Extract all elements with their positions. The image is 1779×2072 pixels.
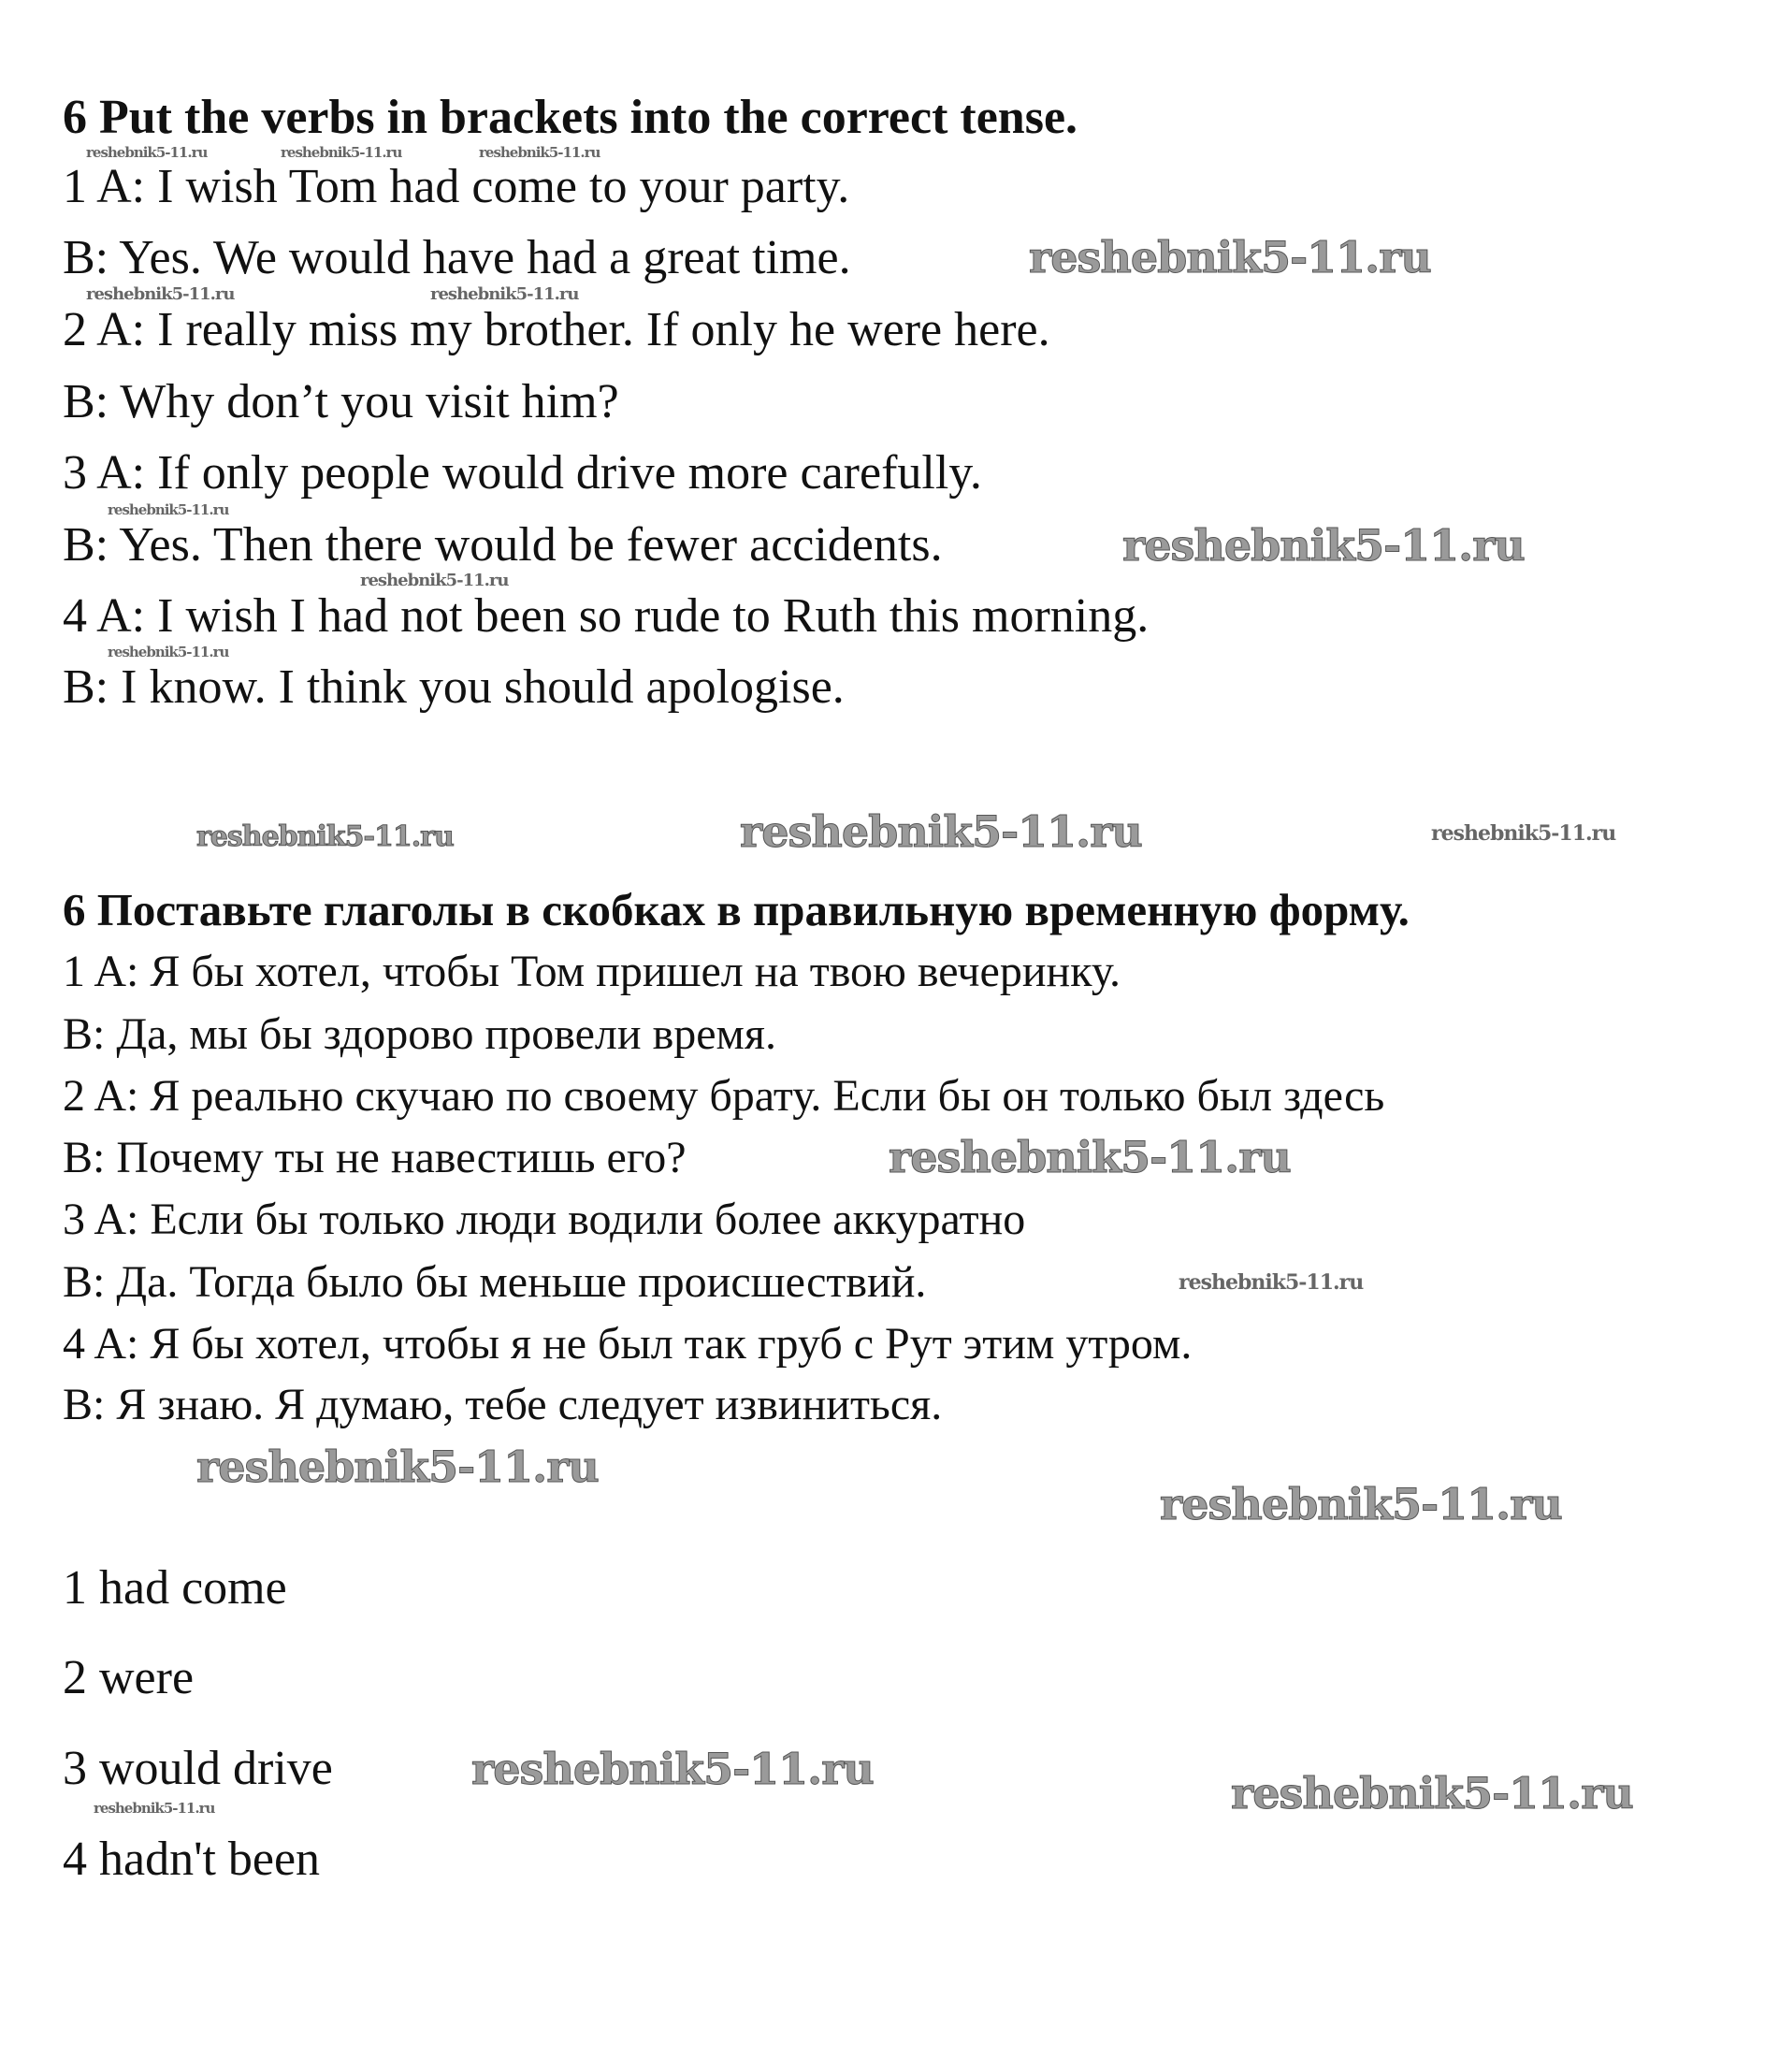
russian-line: B: Я знаю. Я думаю, тебе следует извиниться. bbox=[63, 1380, 943, 1429]
watermark: reshebnik5-11.ru bbox=[86, 144, 208, 161]
watermark: reshebnik5-11.ru bbox=[1179, 1270, 1364, 1295]
watermark: reshebnik5-11.ru bbox=[1231, 1768, 1633, 1818]
watermark: reshebnik5-11.ru bbox=[740, 806, 1142, 857]
russian-line: 4 A: Я бы хотел, чтобы я не был так груб с Рут этим утром. bbox=[63, 1319, 1193, 1369]
watermark: reshebnik5-11.ru bbox=[360, 571, 509, 590]
russian-line: 2 A: Я реально скучаю по своему брату. Если бы он только был здесь bbox=[63, 1071, 1385, 1121]
english-heading: 6 Put the verbs in brackets into the correct tense. bbox=[63, 91, 1078, 144]
english-line: B: Why don’t you visit him? bbox=[63, 375, 619, 428]
english-line: B: Yes. Then there would be fewer accidents. bbox=[63, 518, 943, 572]
watermark: reshebnik5-11.ru bbox=[1160, 1479, 1562, 1529]
english-line: 4 A: I wish I had not been so rude to Ruth this morning. bbox=[63, 589, 1150, 643]
russian-line: B: Да, мы бы здорово провели время. bbox=[63, 1009, 776, 1059]
watermark: reshebnik5-11.ru bbox=[281, 144, 402, 161]
watermark: reshebnik5-11.ru bbox=[108, 501, 229, 518]
watermark: reshebnik5-11.ru bbox=[94, 1800, 215, 1817]
watermark: reshebnik5-11.ru bbox=[430, 284, 579, 304]
watermark: reshebnik5-11.ru bbox=[196, 1442, 599, 1492]
watermark: reshebnik5-11.ru bbox=[108, 644, 229, 660]
english-line: B: Yes. We would have had a great time. bbox=[63, 231, 851, 284]
answer-item: 4 hadn't been bbox=[63, 1833, 321, 1886]
russian-line: 1 A: Я бы хотел, чтобы Том пришел на твою вечеринку. bbox=[63, 947, 1121, 996]
answer-item: 3 would drive bbox=[63, 1742, 333, 1795]
russian-line: B: Почему ты не навестишь его? bbox=[63, 1133, 687, 1182]
english-line: B: I know. I think you should apologise. bbox=[63, 660, 845, 714]
watermark: reshebnik5-11.ru bbox=[471, 1744, 874, 1794]
russian-line: 3 A: Если бы только люди водили более аккуратно bbox=[63, 1195, 1026, 1244]
answer-item: 1 had come bbox=[63, 1561, 287, 1615]
watermark: reshebnik5-11.ru bbox=[1122, 520, 1525, 571]
english-line: 2 A: I really miss my brother. If only he were here. bbox=[63, 303, 1050, 356]
watermark: reshebnik5-11.ru bbox=[86, 284, 235, 304]
watermark: reshebnik5-11.ru bbox=[479, 144, 600, 161]
watermark: reshebnik5-11.ru bbox=[889, 1132, 1291, 1182]
russian-line: B: Да. Тогда было бы меньше происшествий. bbox=[63, 1257, 927, 1307]
watermark: reshebnik5-11.ru bbox=[1029, 232, 1431, 283]
answer-item: 2 were bbox=[63, 1651, 195, 1704]
english-line: 3 A: If only people would drive more carefully. bbox=[63, 446, 982, 500]
watermark: reshebnik5-11.ru bbox=[1431, 821, 1616, 846]
russian-heading: 6 Поставьте глаголы в скобках в правильную временную форму. bbox=[63, 884, 1410, 935]
watermark: reshebnik5-11.ru bbox=[196, 820, 454, 853]
english-line: 1 A: I wish Tom had come to your party. bbox=[63, 160, 850, 213]
